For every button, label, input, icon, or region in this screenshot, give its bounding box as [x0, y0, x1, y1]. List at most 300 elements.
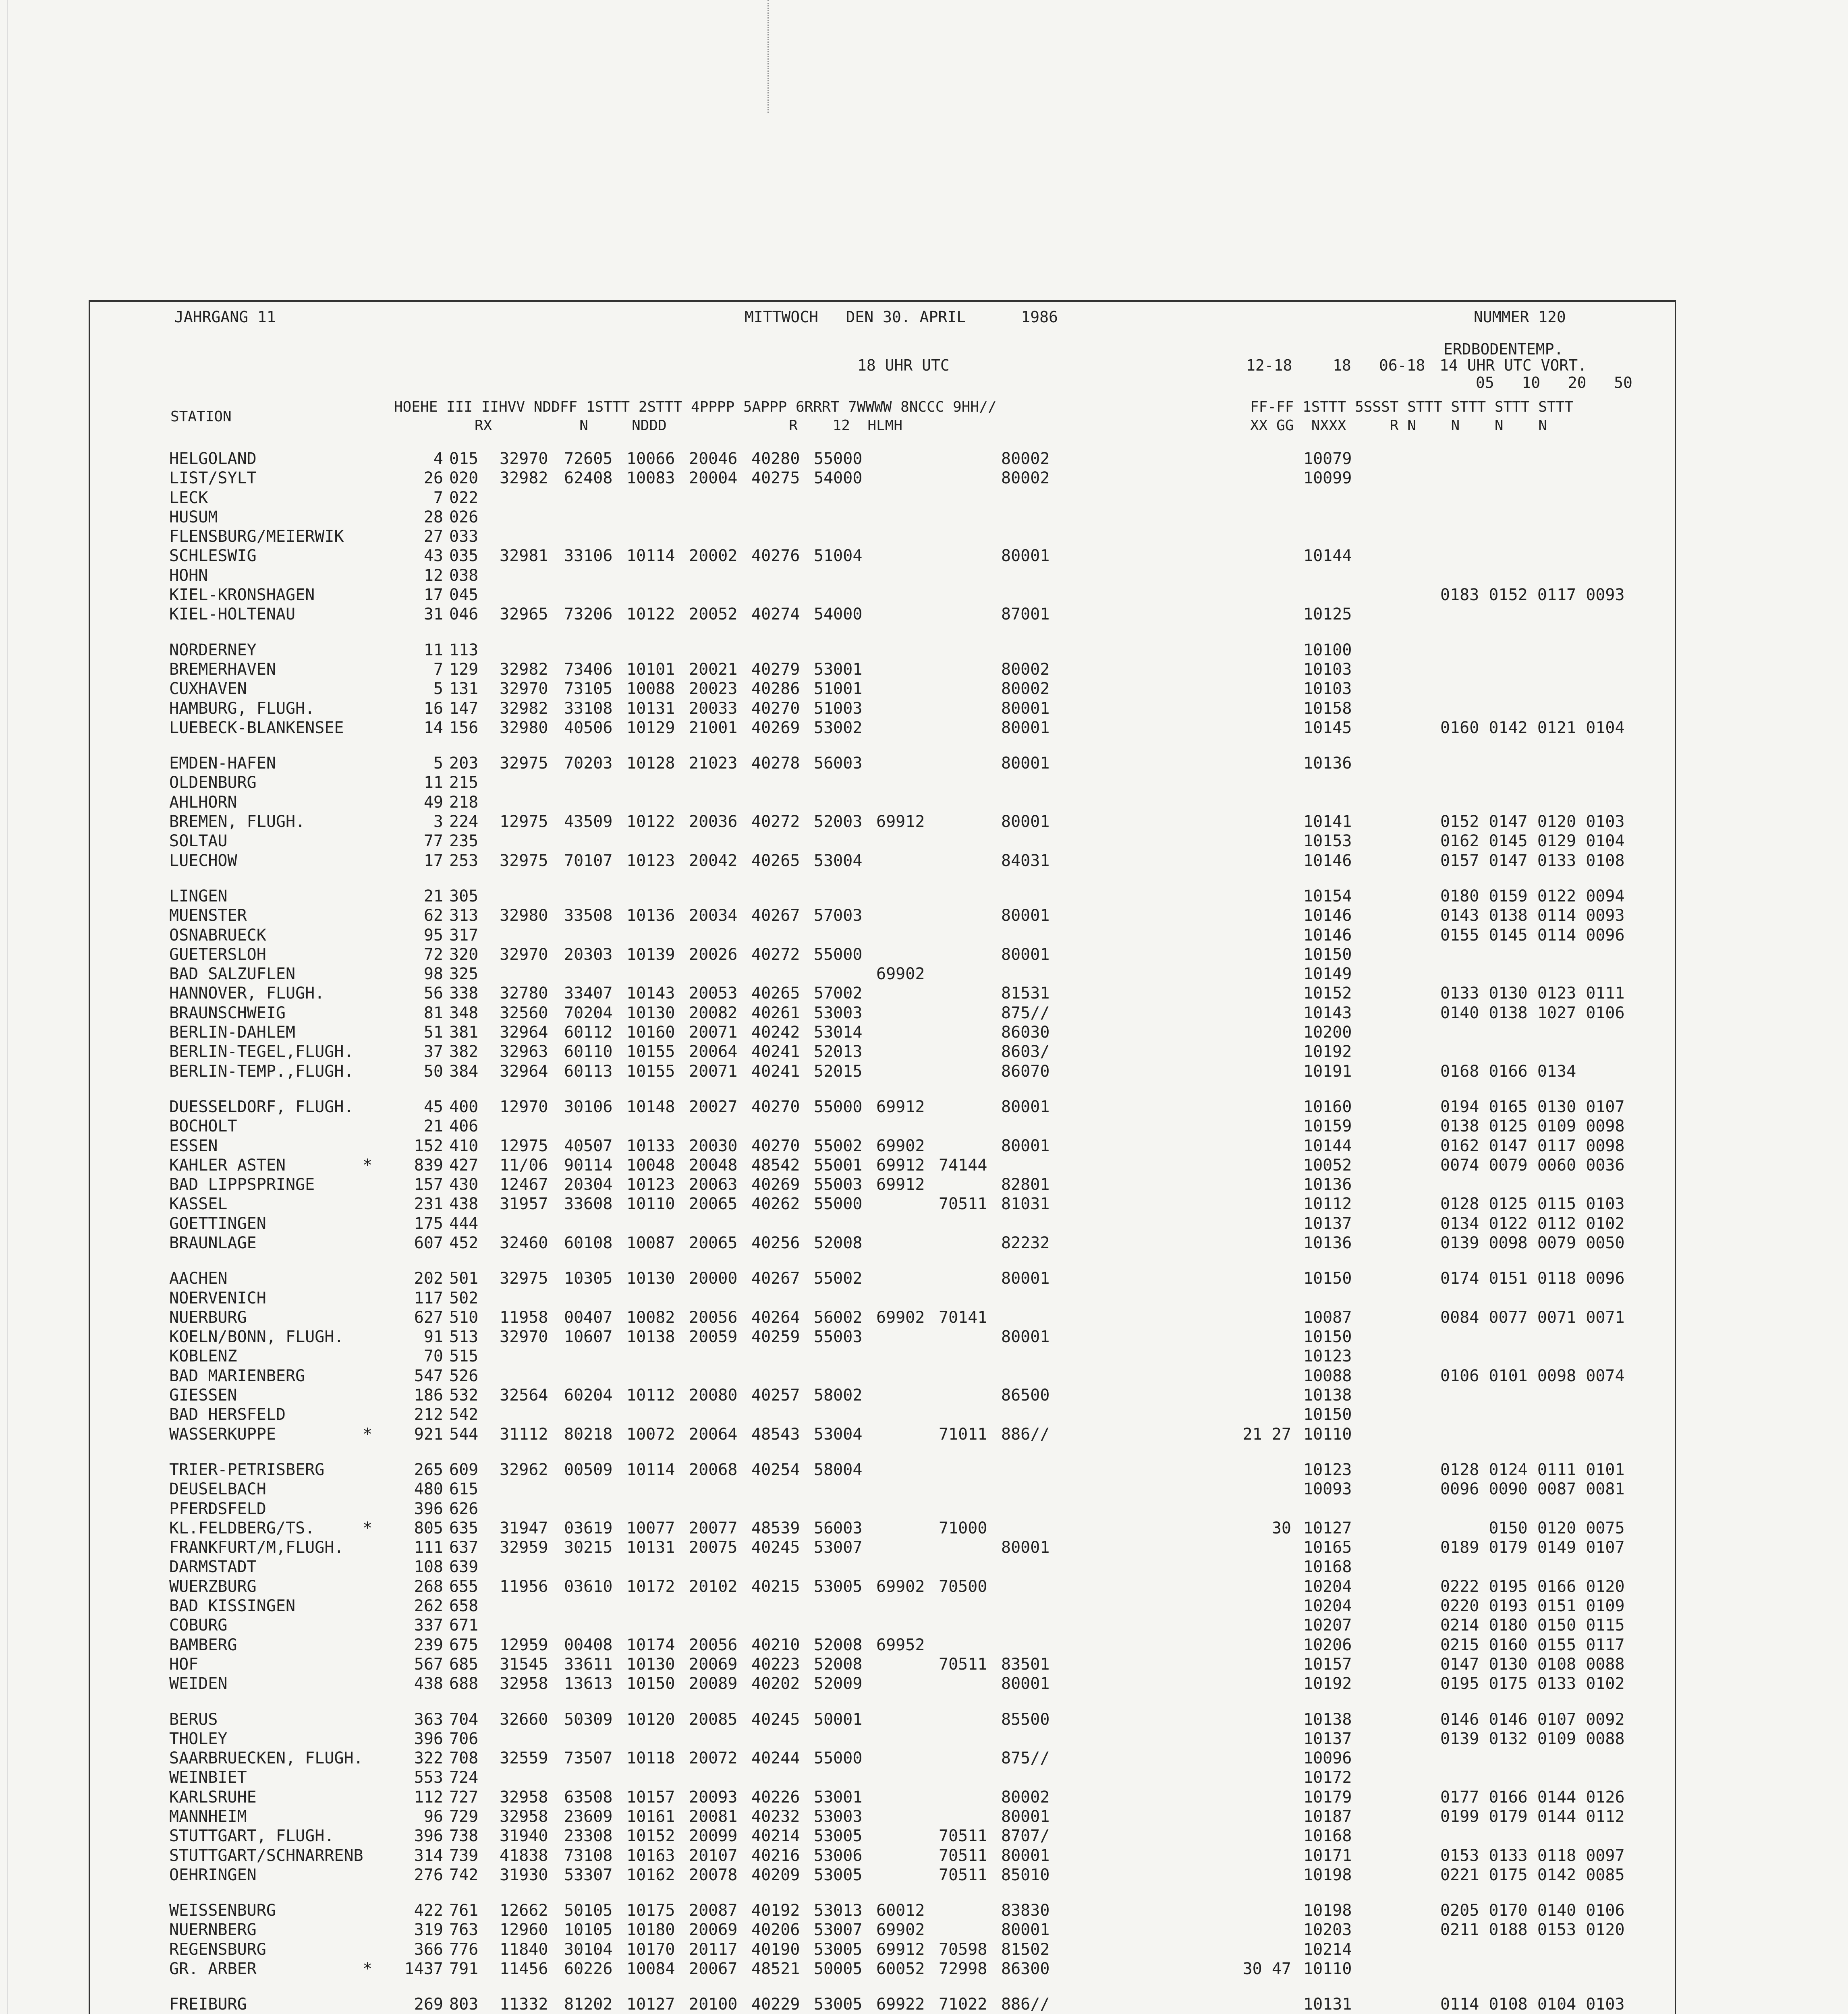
station-height: 567 — [414, 1655, 443, 1674]
station-height: 547 — [414, 1366, 443, 1385]
station-id: 763 — [449, 1921, 479, 1939]
nddff-group: 03610 — [564, 1577, 613, 1596]
temperature-group: 10162 — [626, 1865, 675, 1884]
soil-temps: 0139 0132 0109 0088 — [1440, 1729, 1625, 1748]
station-id: 444 — [449, 1214, 479, 1233]
cloud-group: 8603/ — [1001, 1042, 1050, 1061]
station-id: 776 — [449, 1940, 479, 1959]
soil-temps: 0133 0130 0123 0111 — [1440, 984, 1625, 1003]
max-temp-group: 10207 — [1303, 1616, 1352, 1635]
report-date: MITTWOCH DEN 30. APRIL 1986 — [745, 308, 1058, 326]
tendency-group: 55003 — [814, 1328, 863, 1347]
dewpoint-group: 20023 — [689, 680, 738, 698]
station-height: 363 — [414, 1710, 443, 1729]
table-row — [0, 1425, 1848, 1444]
station-height: 56 — [423, 984, 443, 1003]
table-row — [0, 1826, 1848, 1846]
pressure-group: 40245 — [751, 1710, 800, 1729]
station-name: LIST/SYLT — [169, 469, 257, 488]
iihvv-group: 31940 — [500, 1827, 548, 1846]
table-row — [0, 1308, 1848, 1327]
pressure-group: 40232 — [751, 1807, 800, 1826]
dewpoint-group: 20107 — [689, 1846, 738, 1865]
max-temp-group: 10179 — [1303, 1788, 1352, 1807]
dewpoint-group: 20034 — [689, 906, 738, 925]
iihvv-group: 32959 — [500, 1538, 548, 1557]
table-row — [0, 1865, 1848, 1885]
temperature-group: 10122 — [626, 605, 675, 624]
cloud-group: 81031 — [1001, 1195, 1050, 1214]
iihvv-group: 32560 — [500, 1003, 548, 1022]
iihvv-group: 32980 — [500, 718, 548, 737]
precip-group: 60052 — [876, 1960, 925, 1979]
station-name: LINGEN — [169, 887, 228, 905]
tendency-group: 55002 — [814, 1136, 863, 1155]
group-spacer — [0, 1694, 1848, 1710]
station-height: 95 — [423, 926, 443, 945]
temperature-group: 10131 — [626, 699, 675, 718]
pressure-group: 40270 — [751, 1136, 800, 1155]
station-column-header: STATION — [170, 408, 232, 425]
nddff-group: 80218 — [564, 1425, 613, 1444]
station-height: 276 — [414, 1865, 443, 1884]
iihvv-group: 32975 — [500, 754, 548, 773]
table-row — [0, 1635, 1848, 1655]
station-name: SOLTAU — [169, 832, 228, 851]
station-height: 152 — [414, 1136, 443, 1155]
issue-number: NUMMER 120 — [1474, 308, 1566, 326]
dewpoint-group: 20059 — [689, 1328, 738, 1347]
station-height: 21 — [423, 887, 443, 905]
station-id: 742 — [449, 1865, 479, 1884]
tendency-group: 53004 — [814, 851, 863, 870]
station-height: 314 — [414, 1846, 443, 1865]
dewpoint-group: 20056 — [689, 1308, 738, 1327]
station-name: FREIBURG — [169, 1995, 247, 2014]
station-height: 202 — [414, 1269, 443, 1288]
station-id: 515 — [449, 1347, 479, 1366]
nddff-group: 03619 — [564, 1519, 613, 1537]
table-row — [0, 1366, 1848, 1386]
station-id: 626 — [449, 1499, 479, 1518]
cloud-group: 875// — [1001, 1003, 1050, 1022]
station-id: 761 — [449, 1901, 479, 1920]
pressure-group: 40267 — [751, 906, 800, 925]
temperature-group: 10172 — [626, 1577, 675, 1596]
tendency-group: 55001 — [814, 1156, 863, 1175]
table-row — [0, 679, 1848, 698]
cloud-group: 80001 — [1001, 945, 1050, 964]
station-name: KIEL-KRONSHAGEN — [169, 586, 315, 605]
max-temp-group: 10192 — [1303, 1042, 1352, 1061]
table-row — [0, 793, 1848, 812]
station-name: EMDEN-HAFEN — [169, 754, 276, 773]
cloud-group: 80002 — [1001, 680, 1050, 698]
table-row — [0, 1557, 1848, 1577]
station-height: 70 — [423, 1347, 443, 1366]
table-row — [0, 1519, 1848, 1538]
max-temp-group: 10198 — [1303, 1865, 1352, 1884]
table-row — [0, 1117, 1848, 1136]
station-id: 020 — [449, 469, 479, 488]
tendency-group: 53003 — [814, 1003, 863, 1022]
station-height: 96 — [423, 1807, 443, 1826]
station-id: 033 — [449, 527, 479, 546]
tendency-group: 53007 — [814, 1921, 863, 1939]
tendency-group: 52009 — [814, 1674, 863, 1693]
tendency-group: 52003 — [814, 812, 863, 831]
station-id: 658 — [449, 1597, 479, 1616]
dewpoint-group: 20087 — [689, 1901, 738, 1920]
tendency-group: 55000 — [814, 1097, 863, 1116]
iihvv-group: 32970 — [500, 680, 548, 698]
temperature-group: 10152 — [626, 1827, 675, 1846]
max-temp-group: 10150 — [1303, 1405, 1352, 1424]
max-temp-group: 10192 — [1303, 1674, 1352, 1693]
nddff-group: 10607 — [564, 1328, 613, 1347]
station-name: BAD KISSINGEN — [169, 1597, 296, 1616]
tendency-group: 53014 — [814, 1023, 863, 1042]
dewpoint-group: 20082 — [689, 1003, 738, 1022]
temperature-group: 10087 — [626, 1233, 675, 1252]
dewpoint-group: 20033 — [689, 699, 738, 718]
tendency-group: 55000 — [814, 1749, 863, 1768]
station-height: 239 — [414, 1635, 443, 1654]
right-columns-header: FF-FF 1STTT 5SSST STTT STTT STTT STTT — [1250, 399, 1573, 415]
pressure-group: 40274 — [751, 605, 800, 624]
table-row — [0, 1920, 1848, 1939]
max-temp-group: 10100 — [1303, 640, 1352, 659]
dewpoint-group: 20099 — [689, 1827, 738, 1846]
dewpoint-group: 20100 — [689, 1995, 738, 2014]
station-id: 129 — [449, 660, 479, 679]
station-id: 384 — [449, 1062, 479, 1081]
dewpoint-group: 20102 — [689, 1577, 738, 1596]
weather-group: 70141 — [939, 1308, 987, 1327]
station-name: STUTTGART, FLUGH. — [169, 1827, 334, 1846]
depths-heading: 05 10 20 50 — [1476, 374, 1632, 392]
station-height: 268 — [414, 1577, 443, 1596]
table-row — [0, 812, 1848, 831]
soil-temps: 0084 0077 0071 0071 — [1440, 1308, 1625, 1327]
station-name: PFERDSFELD — [169, 1499, 266, 1518]
dewpoint-group: 20027 — [689, 1097, 738, 1116]
max-temp-group: 10150 — [1303, 945, 1352, 964]
table-row — [0, 1729, 1848, 1749]
max-temp-group: 10144 — [1303, 547, 1352, 566]
table-row — [0, 773, 1848, 792]
soil-temps: 0183 0152 0117 0093 — [1440, 586, 1625, 605]
station-height: 12 — [423, 566, 443, 585]
group-spacer — [0, 1081, 1848, 1097]
station-name: LECK — [169, 488, 208, 507]
soil-temps: 0177 0166 0144 0126 — [1440, 1788, 1625, 1807]
pressure-group: 40286 — [751, 680, 800, 698]
table-row — [0, 964, 1848, 984]
station-id: 156 — [449, 718, 479, 737]
max-temp-group: 10052 — [1303, 1156, 1352, 1175]
station-name: FLENSBURG/MEIERWIK — [169, 527, 344, 546]
station-name: BOCHOLT — [169, 1117, 237, 1136]
station-id: 305 — [449, 887, 479, 905]
dewpoint-group: 20046 — [689, 450, 738, 468]
dewpoint-group: 20068 — [689, 1460, 738, 1479]
max-temp-group: 10153 — [1303, 832, 1352, 851]
station-id: 218 — [449, 793, 479, 812]
max-temp-group: 10150 — [1303, 1269, 1352, 1288]
station-name: BAD HERSFELD — [169, 1405, 286, 1424]
tendency-group: 53005 — [814, 1995, 863, 2014]
station-name: BREMERHAVEN — [169, 660, 276, 679]
nddff-group: 53307 — [564, 1865, 613, 1884]
iihvv-group: 32975 — [500, 1269, 548, 1288]
station-name: WEIDEN — [169, 1674, 228, 1693]
table-row — [0, 1289, 1848, 1308]
station-height: 839 — [414, 1156, 443, 1175]
tendency-group: 50005 — [814, 1960, 863, 1979]
soil-temps: 0168 0166 0134 — [1440, 1062, 1576, 1081]
temperature-group: 10088 — [626, 680, 675, 698]
soil-temps: 0138 0125 0109 0098 — [1440, 1117, 1625, 1136]
dewpoint-group: 20069 — [689, 1921, 738, 1939]
pressure-group: 40190 — [751, 1940, 800, 1959]
temperature-group: 10101 — [626, 660, 675, 679]
max-temp-group: 10112 — [1303, 1195, 1352, 1214]
dewpoint-group: 20004 — [689, 469, 738, 488]
station-name: DUESSELDORF, FLUGH. — [169, 1097, 354, 1116]
cloud-group: 83501 — [1001, 1655, 1050, 1674]
temperature-group: 10084 — [626, 1960, 675, 1979]
station-name: KASSEL — [169, 1195, 228, 1214]
soil-temps: 0211 0188 0153 0120 — [1440, 1921, 1625, 1939]
soil-temps: 0143 0138 0114 0093 — [1440, 906, 1625, 925]
nddff-group: 33608 — [564, 1195, 613, 1214]
iihvv-group: 32958 — [500, 1788, 548, 1807]
iihvv-group: 32564 — [500, 1386, 548, 1405]
station-name: KOBLENZ — [169, 1347, 237, 1366]
station-height: 98 — [423, 965, 443, 984]
soil-temps: 0146 0146 0107 0092 — [1440, 1710, 1625, 1729]
pressure-group: 40270 — [751, 1097, 800, 1116]
cloud-group: 86070 — [1001, 1062, 1050, 1081]
dewpoint-group: 20042 — [689, 851, 738, 870]
table-row — [0, 1655, 1848, 1674]
max-temp-group: 10110 — [1303, 1425, 1352, 1444]
precip-group: 69912 — [876, 812, 925, 831]
group-spacer — [0, 1979, 1848, 1995]
iihvv-group: 32970 — [500, 945, 548, 964]
tendency-group: 53001 — [814, 1788, 863, 1807]
max-temp-group: 10136 — [1303, 1175, 1352, 1194]
mountain-station-mark: * — [363, 1425, 373, 1444]
station-height: 26 — [423, 469, 443, 488]
tendency-group: 50001 — [814, 1710, 863, 1729]
table-row — [0, 1136, 1848, 1156]
cloud-group: 80002 — [1001, 450, 1050, 468]
table-row — [0, 1327, 1848, 1347]
station-height: 51 — [423, 1023, 443, 1042]
temperature-group: 10131 — [626, 1538, 675, 1557]
dewpoint-group: 20072 — [689, 1749, 738, 1768]
max-temp-group: 10146 — [1303, 906, 1352, 925]
precip-group: 60012 — [876, 1901, 925, 1920]
cloud-group: 81531 — [1001, 984, 1050, 1003]
nddff-group: 33407 — [564, 984, 613, 1003]
temperature-group: 10136 — [626, 906, 675, 925]
table-row — [0, 1175, 1848, 1194]
station-id: 113 — [449, 640, 479, 659]
table-row — [0, 1959, 1848, 1979]
station-height: 27 — [423, 527, 443, 546]
nddff-group: 60204 — [564, 1386, 613, 1405]
station-id: 791 — [449, 1960, 479, 1979]
tendency-group: 55000 — [814, 1195, 863, 1214]
pressure-group: 40214 — [751, 1827, 800, 1846]
max-temp-group: 10165 — [1303, 1538, 1352, 1557]
pressure-group: 40276 — [751, 547, 800, 566]
station-height: 77 — [423, 832, 443, 851]
pressure-group: 40209 — [751, 1865, 800, 1884]
station-name: FRANKFURT/M,FLUGH. — [169, 1538, 344, 1557]
soil-temps: 0180 0159 0122 0094 — [1440, 887, 1625, 905]
max-temp-group: 10150 — [1303, 1328, 1352, 1347]
nddff-group: 20303 — [564, 945, 613, 964]
soil-temps: 0106 0101 0098 0074 — [1440, 1366, 1625, 1385]
temperature-group: 10139 — [626, 945, 675, 964]
station-name: HUSUM — [169, 508, 218, 526]
cloud-group: 80002 — [1001, 660, 1050, 679]
cloud-group: 80001 — [1001, 1136, 1050, 1155]
tendency-group: 53006 — [814, 1846, 863, 1865]
pressure-group: 40206 — [751, 1921, 800, 1939]
max-temp-group: 10103 — [1303, 660, 1352, 679]
station-name: BERUS — [169, 1710, 218, 1729]
dewpoint-group: 20063 — [689, 1175, 738, 1194]
iihvv-group: 12467 — [500, 1175, 548, 1194]
max-temp-group: 10131 — [1303, 1995, 1352, 2014]
mountain-station-mark: * — [363, 1156, 373, 1175]
iihvv-group: 31930 — [500, 1865, 548, 1884]
temperature-group: 10148 — [626, 1097, 675, 1116]
station-name: WUERZBURG — [169, 1577, 257, 1596]
pressure-group: 40210 — [751, 1635, 800, 1654]
nddff-group: 70107 — [564, 851, 613, 870]
max-temp-group: 10103 — [1303, 680, 1352, 698]
nddff-group: 70203 — [564, 754, 613, 773]
precip-group: 69902 — [876, 1136, 925, 1155]
max-temp-group: 10127 — [1303, 1519, 1352, 1537]
tendency-group: 53001 — [814, 660, 863, 679]
max-temp-group: 10158 — [1303, 699, 1352, 718]
dewpoint-group: 20026 — [689, 945, 738, 964]
table-row — [0, 1940, 1848, 1959]
tendency-group: 55000 — [814, 450, 863, 468]
precip-group: 69902 — [876, 1577, 925, 1596]
iihvv-group: 11/06 — [500, 1156, 548, 1175]
table-row — [0, 566, 1848, 585]
weather-group: 71000 — [939, 1519, 987, 1537]
max-temp-group: 10143 — [1303, 1003, 1352, 1022]
nddff-group: 23308 — [564, 1827, 613, 1846]
cloud-group: 80001 — [1001, 1846, 1050, 1865]
station-height: 21 — [423, 1117, 443, 1136]
station-id: 131 — [449, 680, 479, 698]
table-row — [0, 585, 1848, 605]
tendency-group: 56003 — [814, 754, 863, 773]
max-temp-group: 10152 — [1303, 984, 1352, 1003]
iihvv-group: 11840 — [500, 1940, 548, 1959]
max-temp-group: 10099 — [1303, 469, 1352, 488]
tendency-group: 53003 — [814, 1807, 863, 1826]
station-name: NORDERNEY — [169, 640, 257, 659]
iihvv-group: 31947 — [500, 1519, 548, 1537]
table-row — [0, 926, 1848, 945]
nddff-group: 50105 — [564, 1901, 613, 1920]
soil-temps: 0174 0151 0118 0096 — [1440, 1269, 1625, 1288]
dewpoint-group: 20089 — [689, 1674, 738, 1693]
dewpoint-group: 20085 — [689, 1710, 738, 1729]
weather-group: 71011 — [939, 1425, 987, 1444]
station-height: 607 — [414, 1233, 443, 1252]
nddff-group: 13613 — [564, 1674, 613, 1693]
station-name: KIEL-HOLTENAU — [169, 605, 296, 624]
table-row — [0, 1023, 1848, 1042]
temperature-group: 10170 — [626, 1940, 675, 1959]
max-temp-group: 10168 — [1303, 1558, 1352, 1577]
station-name: GUETERSLOH — [169, 945, 266, 964]
dewpoint-group: 20065 — [689, 1233, 738, 1252]
pressure-group: 40245 — [751, 1538, 800, 1557]
station-name: MUENSTER — [169, 906, 247, 925]
cloud-group: 80001 — [1001, 699, 1050, 718]
iihvv-group: 32965 — [500, 605, 548, 624]
table-row — [0, 1596, 1848, 1616]
iihvv-group: 32982 — [500, 699, 548, 718]
station-height: 111 — [414, 1538, 443, 1557]
station-id: 427 — [449, 1156, 479, 1175]
nddff-group: 72605 — [564, 450, 613, 468]
tendency-group: 57002 — [814, 984, 863, 1003]
station-id: 675 — [449, 1635, 479, 1654]
soil-temps: 0134 0122 0112 0102 — [1440, 1214, 1625, 1233]
soil-temps: 0189 0179 0149 0107 — [1440, 1538, 1625, 1557]
temperature-group: 10180 — [626, 1921, 675, 1939]
station-name: BERLIN-DAHLEM — [169, 1023, 296, 1042]
max-temp-group: 10159 — [1303, 1117, 1352, 1136]
soil-temps: 0128 0125 0115 0103 — [1440, 1195, 1625, 1214]
dewpoint-group: 20081 — [689, 1807, 738, 1826]
station-id: 803 — [449, 1995, 479, 2014]
station-height: 175 — [414, 1214, 443, 1233]
dewpoint-group: 20036 — [689, 812, 738, 831]
station-id: 513 — [449, 1328, 479, 1347]
station-height: 337 — [414, 1616, 443, 1635]
nddff-group: 60112 — [564, 1023, 613, 1042]
weather-group: 70511 — [939, 1827, 987, 1846]
temperature-group: 10130 — [626, 1269, 675, 1288]
precip-group: 69952 — [876, 1635, 925, 1654]
soil-temps: 0205 0170 0140 0106 — [1440, 1901, 1625, 1920]
table-row — [0, 1846, 1848, 1865]
max-temp-group: 10146 — [1303, 851, 1352, 870]
station-id: 526 — [449, 1366, 479, 1385]
cloud-group: 80001 — [1001, 1538, 1050, 1557]
group-spacer — [0, 1444, 1848, 1460]
station-height: 37 — [423, 1042, 443, 1061]
range-heading: 12-18 — [1246, 356, 1292, 374]
precip-group: 69922 — [876, 1995, 925, 2014]
weather-group: 70511 — [939, 1846, 987, 1865]
